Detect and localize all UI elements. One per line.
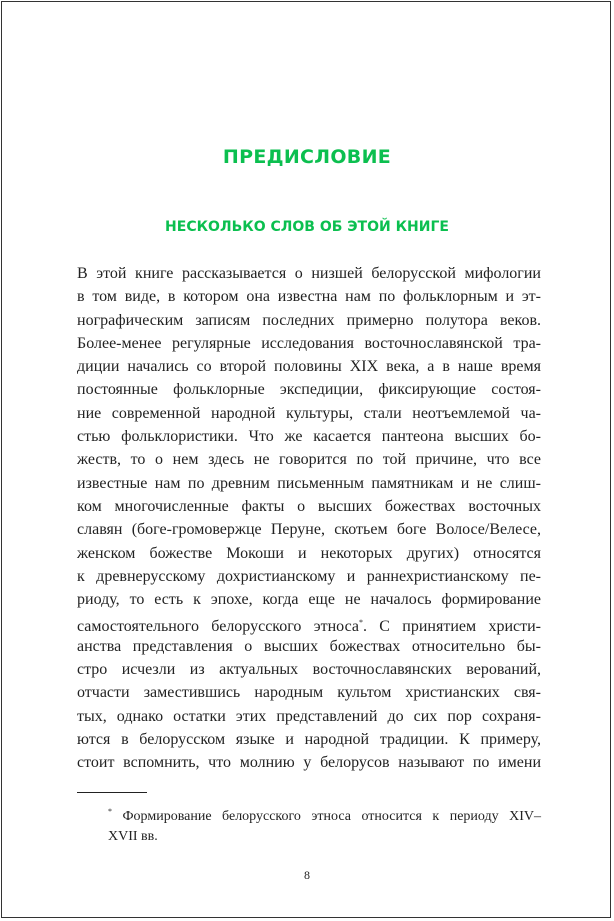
body-line: к древнерусскому дохристианскому и раннехристианскому пе-	[77, 567, 541, 585]
body-line: женском божестве Мокоши и некоторых других) относятся	[77, 544, 541, 562]
body-line: ком многочисленные факты о высших божествах восточных	[77, 497, 541, 515]
body-line: ются в белорусском языке и народной традиции. К примеру,	[77, 730, 541, 748]
body-line: Более-менее регулярные исследования восточнославянской тра-	[77, 334, 541, 352]
body-text	[77, 262, 541, 775]
body-line-head: самостоятельного белорусского этноса	[77, 618, 359, 636]
body-line: нографическим записям последних примерно полутора веков.	[77, 311, 541, 329]
body-line: стоит вспомнить, что молнию у белорусов называют по имени	[77, 754, 541, 772]
footnote-line: XVII вв.	[108, 829, 158, 844]
body-line: В этой книге рассказывается о низшей белорусской мифологии	[77, 265, 541, 282]
body-line-tail: . С принятием христи-	[362, 618, 541, 636]
section-heading: НЕСКОЛЬКО СЛОВ ОБ ЭТОЙ КНИГЕ	[165, 219, 449, 235]
body-line: постоянные фольклорные экспедиции, фиксирующие состоя-	[77, 381, 541, 399]
page-number: 8	[304, 868, 310, 882]
footnote-text: Формирование белорусского этноса относится к периоду XIV–	[122, 809, 541, 824]
body-line: риоду, то есть к эпохе, когда еще не началось формирование	[77, 591, 541, 609]
body-line: тых, однако остатки этих представлений до сих пор сохраня-	[77, 707, 541, 725]
body-line: известные нам по древним письменным памятникам и не слиш-	[77, 474, 541, 492]
body-line: стро исчезли из актуальных восточнославянских верований,	[77, 661, 541, 679]
footnote-reference[interactable]: *	[358, 618, 363, 628]
body-line: стью фольклористики. Что же касается пантеона высших бо-	[77, 428, 541, 446]
chapter-title: ПРЕДИСЛОВИЕ	[222, 146, 392, 168]
body-line: диции начались со второй половины XIX века, а в наше время	[77, 358, 541, 376]
body-line: анства представления о высших божествах относительно бы-	[77, 637, 541, 655]
body-line: в том виде, в котором она известна нам по фольклорным и эт-	[77, 288, 541, 306]
footnote-line	[108, 802, 541, 827]
footnote	[108, 802, 541, 847]
body-line: жеств, то о нем здесь не говорится по той причине, что все	[77, 451, 541, 469]
body-line: ние современной народной культуры, стали неотъемлемой ча-	[77, 404, 541, 422]
footnote-divider	[77, 792, 147, 793]
body-line: отчасти заместившись народным культом христианских свя-	[77, 684, 541, 702]
body-line-with-footnote	[77, 611, 541, 634]
footnote-marker: *	[108, 807, 112, 816]
body-line: славян (боге-громовержце Перуне, скотьем боге Волосе/Велесе,	[77, 521, 541, 539]
